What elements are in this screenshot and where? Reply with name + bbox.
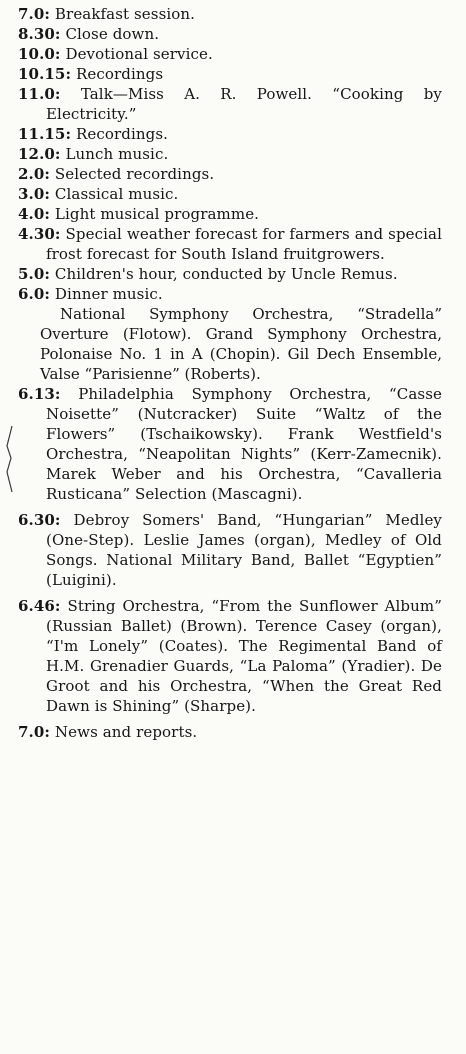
entry-text: Lunch music. <box>65 145 169 163</box>
programme-entry <box>18 4 442 24</box>
programme-entry <box>18 124 442 144</box>
entry-text: Debroy Somers' Band, “Hungarian” Medley (One-Step). Leslie James (organ), Medley of Old Songs. National Military Band, Ballet “Egyptien” (Luigini). <box>46 511 442 589</box>
entry-time: 12.0: <box>18 145 61 163</box>
entry-text: Selected recordings. <box>54 165 215 183</box>
programme-entry <box>18 184 442 204</box>
programme-entry <box>18 204 442 224</box>
entry-time: 4.30: <box>18 225 61 243</box>
entry-time: 11.0: <box>18 85 61 103</box>
programme-list <box>18 4 442 742</box>
entry-text: Talk—Miss A. R. Powell. “Cooking by Electricity.” <box>46 85 442 123</box>
entry-time: 10.0: <box>18 45 61 63</box>
entry-time: 11.15: <box>18 125 72 143</box>
entry-time: 6.30: <box>18 511 61 529</box>
programme-entry <box>18 164 442 184</box>
entry-time: 8.30: <box>18 25 61 43</box>
dinner-music-detail: National Symphony Orchestra, “Stradella” Overture (Flotow). Grand Symphony Orchestra, Polonaise No. 1 in A (Chopin). Gil Dech Ensemble, Valse “Parisienne” (Roberts). <box>40 305 442 383</box>
programme-entry <box>18 64 442 84</box>
entry-text: Close down. <box>65 25 160 43</box>
entry-text: Recordings. <box>75 125 168 143</box>
entry-time: 7.0: <box>18 5 51 23</box>
entry-time: 3.0: <box>18 185 51 203</box>
programme-entry <box>18 596 442 716</box>
entry-time: 6.46: <box>18 597 61 615</box>
entry-text: Classical music. <box>54 185 179 203</box>
programme-entry <box>18 24 442 44</box>
programme-entry <box>18 384 442 504</box>
entry-text: Devotional service. <box>65 45 213 63</box>
programme-entry <box>18 722 442 742</box>
entry-time: 6.13: <box>18 385 61 403</box>
entry-text: String Orchestra, “From the Sunflower Album” (Russian Ballet) (Brown). Terence Casey (organ), “I'm Lonely” (Coates). The Regimental Band of H.M. Grenadier Guards, “La Paloma” (Yradier). De Groot and his Orchestra, “When the Great Red Dawn is Shining” (Sharpe). <box>46 597 442 715</box>
programme-entry <box>18 264 442 284</box>
entry-text: News and reports. <box>54 723 198 741</box>
entry-text: Philadelphia Symphony Orchestra, “Casse Noisette” (Nutcracker) Suite “Waltz of the Flowers” (Tschaikowsky). Frank Westfield's Orchestra, “Neapolitan Nights” (Kerr-Zamecnik). Marek Weber and his Orchestra, “Cavalleria Rusticana” Selection (Mascagni). <box>46 385 442 503</box>
programme-entry <box>18 144 442 164</box>
programme-entry <box>18 510 442 590</box>
entry-time: 7.0: <box>18 723 51 741</box>
entry-text: Children's hour, conducted by Uncle Remus. <box>54 265 398 283</box>
programme-entry <box>18 84 442 124</box>
entry-text: Recordings <box>75 65 164 83</box>
entry-time: 6.0: <box>18 285 51 303</box>
programme-entry <box>18 44 442 64</box>
entry-text: Special weather forecast for farmers and special frost forecast for South Island fruitgrowers. <box>46 225 442 263</box>
entry-text: Dinner music. <box>54 285 163 303</box>
entry-time: 5.0: <box>18 265 51 283</box>
entry-time: 10.15: <box>18 65 72 83</box>
entry-time: 4.0: <box>18 205 51 223</box>
programme-entry <box>18 284 442 304</box>
margin-brace-mark <box>3 424 15 494</box>
entry-time: 2.0: <box>18 165 51 183</box>
entry-text: Breakfast session. <box>54 5 196 23</box>
entry-text: Light musical programme. <box>54 205 260 223</box>
programme-entry <box>18 224 442 264</box>
